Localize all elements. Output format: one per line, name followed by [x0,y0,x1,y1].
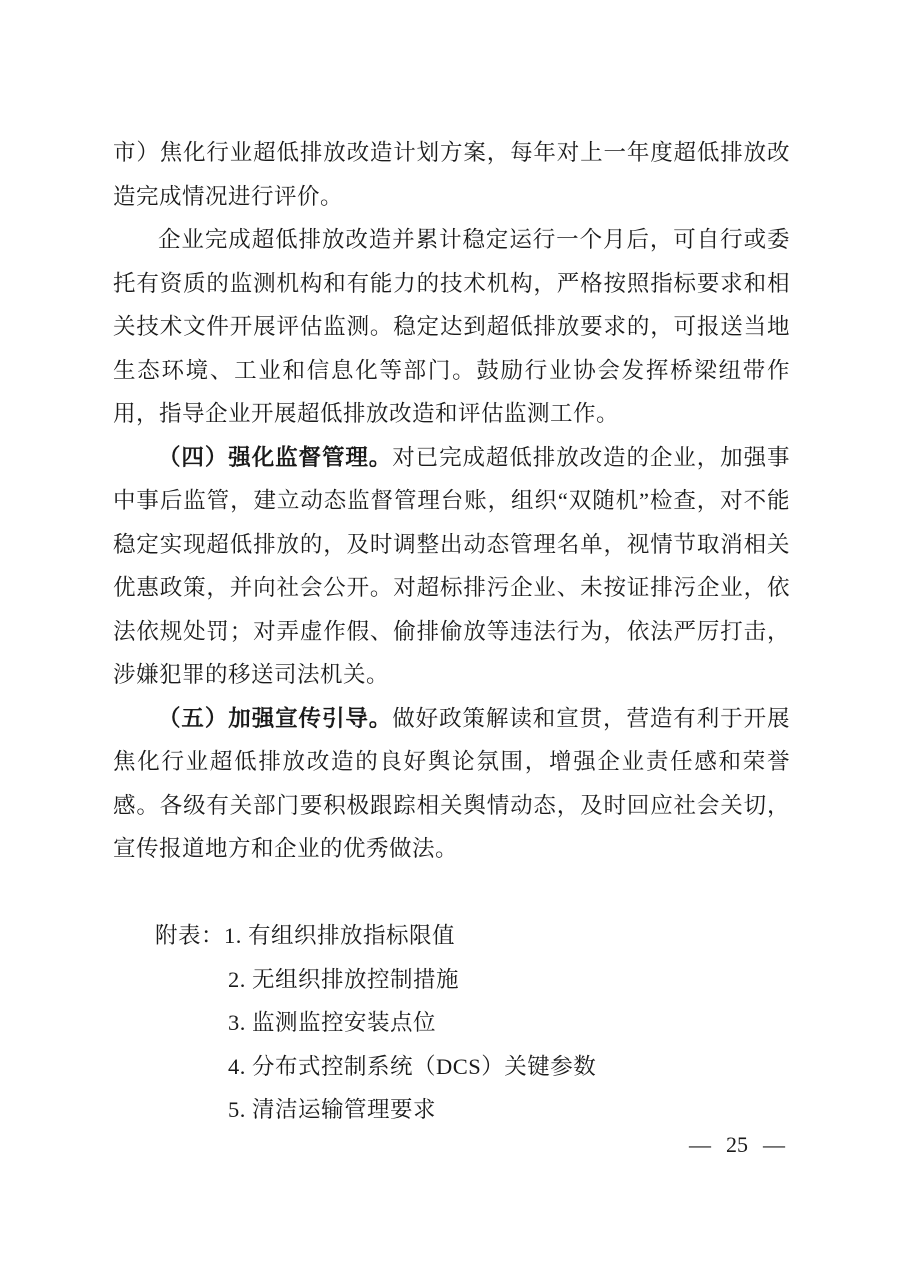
appendix-item [113,914,790,958]
paragraph-lead: （五）加强宣传引导。 [158,705,393,731]
appendix-item-text: 3. 监测监控安装点位 [228,1010,437,1035]
paragraph-text: 企业完成超低排放改造并累计稳定运行一个月后，可自行或委托有资质的监测机构和有能力的技术机构，严格按照指标要求和相关技术文件开展评估监测。稳定达到超低排放要求的，可报送当地生态环境、工业和信息化等部门。鼓励行业协会发挥桥梁纽带作用，指导企业开展超低排放改造和评估监测工作。 [113,227,790,426]
page-number-dash-right: — [763,1132,785,1157]
paragraph [113,218,790,436]
appendix-list [113,914,790,1132]
paragraph-text: 对已完成超低排放改造的企业，加强事中事后监管，建立动态监督管理台账，组织“双随机”检查，对不能稳定实现超低排放的，及时调整出动态管理名单，视情节取消相关优惠政策，并向社会公开。对超标排污企业、未按证排污企业，依法依规处罚；对弄虚作假、偷排偷放等违法行为，依法严厉打击，涉嫌犯罪的移送司法机关。 [113,444,790,687]
paragraph-lead: （四）强化监督管理。 [158,444,393,470]
paragraph [113,697,790,871]
paragraph [113,436,790,697]
appendix-item-text: 4. 分布式控制系统（DCS）关键参数 [228,1053,597,1079]
appendix-item-text: 2. 无组织排放控制措施 [228,966,460,992]
paragraph [113,131,790,218]
appendix-item-text: 1. 有组织排放指标限值 [224,923,456,948]
appendix-item [113,1001,790,1045]
page-number-dash-left: — [689,1132,711,1157]
paragraph-text: 市）焦化行业超低排放改造计划方案，每年对上一年度超低排放改造完成情况进行评价。 [113,140,790,209]
appendix-item [113,958,790,1002]
page-number [689,1130,785,1160]
paragraph-text: 做好政策解读和宣贯，营造有利于开展焦化行业超低排放改造的良好舆论氛围，增强企业责任感和荣誉感。各级有关部门要积极跟踪相关舆情动态，及时回应社会关切，宣传报道地方和企业的优秀做法。 [113,705,790,861]
document-content [113,131,790,1132]
page-number-value: 25 [726,1132,748,1157]
appendix-item [113,1088,790,1132]
appendix-item [113,1045,790,1089]
appendix-label: 附表： [155,923,225,948]
appendix-item-text: 5. 清洁运输管理要求 [228,1097,437,1122]
